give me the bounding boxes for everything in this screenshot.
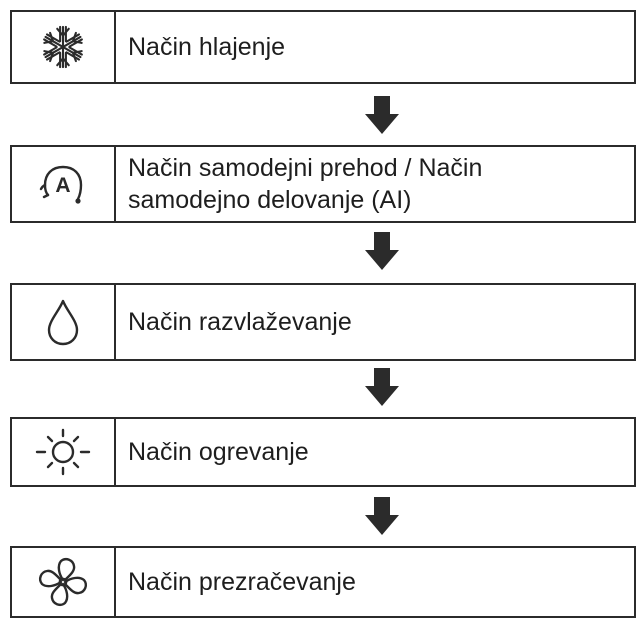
mode-auto-label: Način samodejni prehod / Način samodejno delovanje (AI) — [128, 154, 483, 214]
arrow-down-icon — [365, 497, 399, 535]
mode-dry-box — [10, 283, 636, 361]
water-drop-icon — [43, 297, 83, 347]
mode-heating-label: Način ogrevanje — [128, 438, 309, 466]
auto-mode-icon — [38, 159, 88, 209]
mode-auto-icon-cell — [12, 147, 116, 221]
mode-heating-icon-cell — [12, 419, 116, 485]
mode-cooling-label: Način hlajenje — [128, 33, 286, 61]
mode-dry-icon-cell — [12, 285, 116, 359]
mode-fan-label: Način prezračevanje — [128, 568, 356, 596]
svg-text:A: A — [55, 174, 71, 197]
mode-fan-box — [10, 546, 636, 618]
sun-icon — [35, 427, 91, 477]
mode-dry-label: Način razvlaževanje — [128, 308, 352, 336]
arrow-down-icon — [365, 232, 399, 270]
arrow-down-icon — [365, 368, 399, 406]
mode-fan-icon-cell — [12, 548, 116, 616]
mode-cooling-icon-cell — [12, 12, 116, 82]
snowflake-icon — [40, 24, 86, 70]
mode-auto-box — [10, 145, 636, 223]
fan-icon — [37, 556, 89, 608]
arrow-down-icon — [365, 96, 399, 134]
mode-heating-box — [10, 417, 636, 487]
mode-cooling-box — [10, 10, 636, 84]
